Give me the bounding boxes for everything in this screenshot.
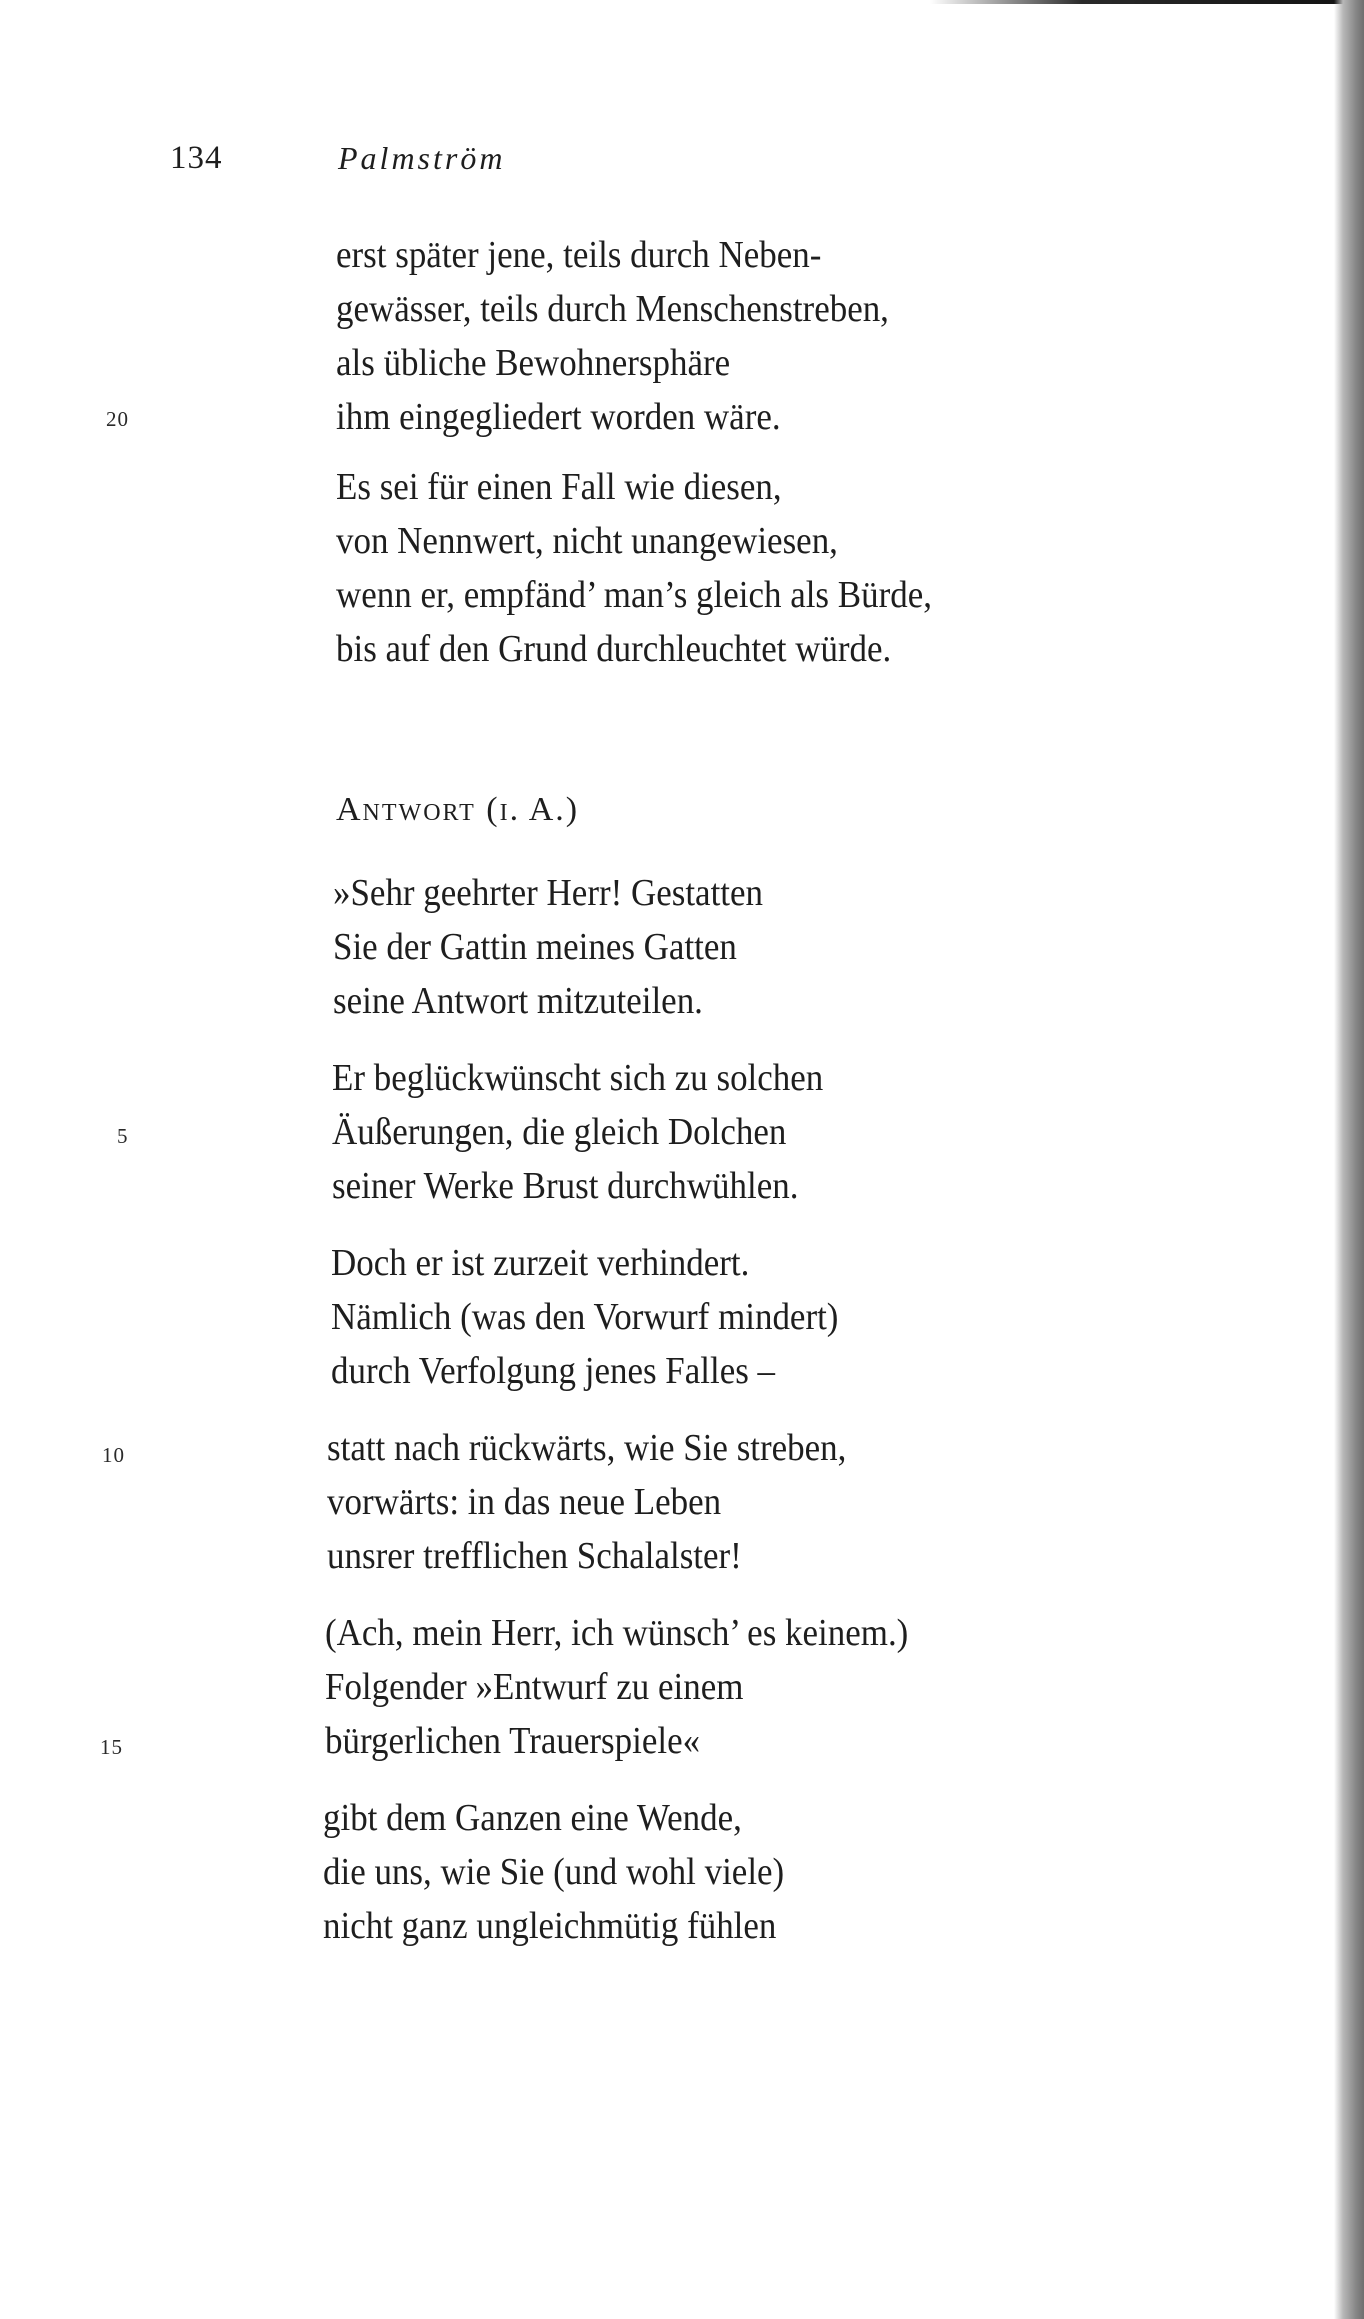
verse-line: von Nennwert, nicht unangewiesen, [336, 520, 838, 562]
verse-line: »Sehr geehrter Herr! Gestatten [333, 872, 764, 914]
verse-line: bürgerlichen Trauerspiele« [325, 1720, 701, 1762]
verse-line: nicht ganz ungleichmütig fühlen [323, 1905, 777, 1947]
verse-line: Er beglückwünscht sich zu solchen [332, 1057, 824, 1099]
verse-line: Sie der Gattin meines Gatten [333, 926, 737, 968]
verse-line: vorwärts: in das neue Leben [327, 1481, 722, 1523]
verse-line: durch Verfolgung jenes Falles – [331, 1350, 776, 1392]
verse-line: bis auf den Grund durchleuchtet würde. [336, 628, 892, 670]
verse-line: seine Antwort mitzuteilen. [333, 980, 703, 1022]
verse-line: Doch er ist zurzeit verhindert. [331, 1242, 750, 1284]
verse-line: Es sei für einen Fall wie diesen, [336, 466, 782, 508]
running-head [0, 140, 1364, 190]
verse-line: statt nach rückwärts, wie Sie streben, [327, 1427, 847, 1469]
poem-title: Antwort (i. A.) [336, 791, 580, 828]
verse-line: (Ach, mein Herr, ich wünsch’ es keinem.) [325, 1612, 909, 1654]
verse-line: Äußerungen, die gleich Dolchen [332, 1111, 787, 1153]
running-title: Palmström [338, 140, 506, 176]
verse-line: die uns, wie Sie (und wohl viele) [323, 1851, 785, 1893]
verse-line: gibt dem Ganzen eine Wende, [323, 1797, 742, 1839]
verse-line: erst später jene, teils durch Neben- [336, 234, 822, 276]
line-number: 15 [100, 1735, 123, 1759]
verse-line: Folgender »Entwurf zu einem [325, 1666, 744, 1708]
book-binding-shadow [1334, 0, 1364, 2319]
verse-line: als übliche Bewohnersphäre [336, 342, 731, 384]
line-number: 10 [102, 1443, 125, 1467]
verse-line: Nämlich (was den Vorwurf mindert) [331, 1296, 839, 1338]
line-number: 5 [117, 1124, 129, 1148]
page-number: 134 [170, 140, 223, 176]
page-top-edge [930, 0, 1364, 4]
verse-line: ihm eingegliedert worden wäre. [336, 396, 781, 438]
verse-line: wenn er, empfänd’ man’s gleich als Bürde, [336, 574, 932, 616]
line-number: 20 [106, 407, 129, 431]
verse-line: unsrer trefflichen Schalalster! [327, 1535, 742, 1577]
verse-line: seiner Werke Brust durchwühlen. [332, 1165, 799, 1207]
verse-line: gewässer, teils durch Menschenstreben, [336, 288, 889, 330]
